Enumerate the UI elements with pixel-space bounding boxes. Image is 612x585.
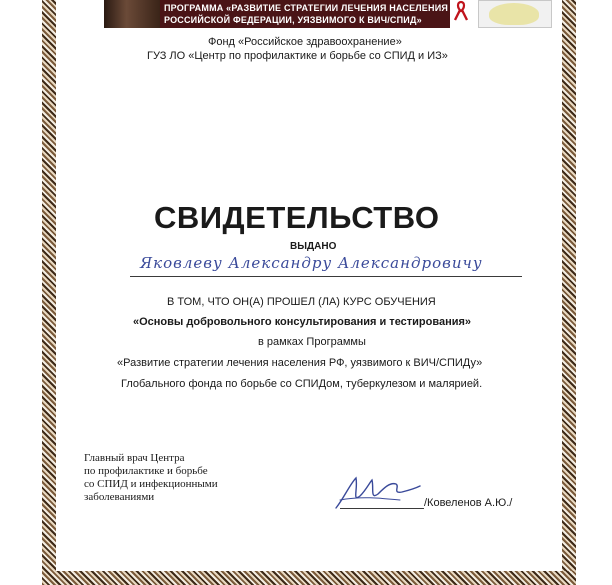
signatory-title (84, 452, 218, 504)
map-emblem-icon (489, 3, 539, 25)
decorative-border-right (562, 0, 576, 585)
banner-line-2: РОССИЙСКОЙ ФЕДЕРАЦИИ, УЯЗВИМОГО К ВИЧ/СПИД» (164, 15, 422, 25)
fund-name: Глобального фонда по борьбе со СПИДом, туберкулезом и малярией. (121, 378, 483, 390)
emblem-logo (478, 0, 552, 28)
program-intro: в рамках Программы (258, 336, 366, 348)
course-name: «Основы добровольного консультирования и тестирования» (133, 316, 472, 328)
confirmation-text: В ТОМ, ЧТО ОН(А) ПРОШЕЛ (ЛА) КУРС ОБУЧЕНИЯ (167, 296, 436, 308)
program-name: «Развитие стратегии лечения населения РФ, уязвимого к ВИЧ/СПИДу» (117, 357, 483, 369)
signatory-title-line: Главный врач Центра (84, 452, 185, 464)
center-name: ГУЗ ЛО «Центр по профилактике и борьбе со СПИД и ИЗ» (147, 50, 448, 62)
signatory-title-line: со СПИД и инфекционными (84, 478, 218, 490)
foundation-name: Фонд «Российское здравоохранение» (208, 36, 402, 48)
decorative-border-left (42, 0, 56, 585)
certificate-title: СВИДЕТЕЛЬСТВО (154, 200, 440, 235)
issued-label: ВЫДАНО (290, 241, 337, 252)
signatory-name: /Ковеленов А.Ю./ (424, 497, 513, 509)
red-ribbon-icon (452, 0, 470, 22)
signatory-title-line: заболеваниями (84, 491, 155, 503)
banner-photo (104, 0, 160, 28)
decorative-border-bottom (42, 571, 576, 585)
recipient-name: Яковлеву Александру Александровичу (140, 254, 483, 272)
signatory-title-line: по профилактике и борьбе (84, 465, 208, 477)
signature-line (340, 508, 424, 509)
recipient-underline (130, 276, 522, 277)
banner-line-1: ПРОГРАММА «РАЗВИТИЕ СТРАТЕГИИ ЛЕЧЕНИЯ НАСЕЛЕНИЯ (164, 3, 449, 13)
